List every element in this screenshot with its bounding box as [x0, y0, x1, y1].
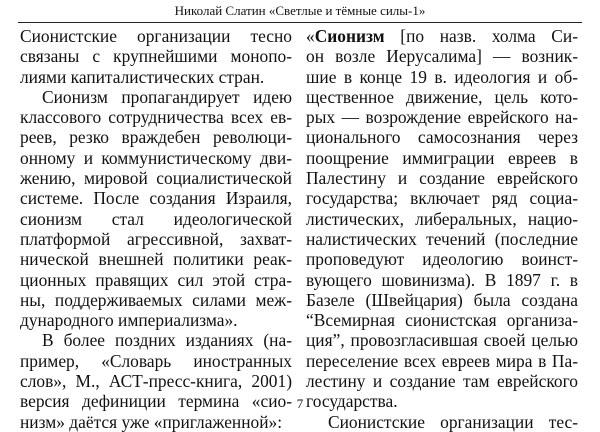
text-line: жению, мировой социалистической — [20, 168, 292, 189]
text-line: дународного империализма». — [20, 310, 238, 331]
text-line: поощрение иммиграции евреев в — [306, 147, 578, 168]
text-line: щественное движение, цель кото- — [306, 86, 578, 107]
text-line: сионизм стал идеологической — [20, 208, 292, 229]
text-line: слов», М., АСТ-пресс-книга, 2001) — [20, 371, 292, 392]
text-line: вующего шовинизма). В 1897 г. в — [306, 269, 578, 290]
text-line: “Всемирная сионистская организа- — [306, 310, 578, 331]
text-line: связаны с крупнейшими монопо- — [20, 46, 292, 67]
text-line: платформой агрессивной, захват- — [20, 228, 292, 249]
text-line: листических, либеральных, нацио- — [306, 208, 578, 229]
text-line: шие в конце 19 в. идеология и об- — [306, 66, 578, 87]
text-line: лиями капиталистических стран. — [20, 66, 265, 87]
running-header: Николай Слатин «Светлые и тёмные силы-1» — [174, 3, 426, 18]
text-line: государства. — [306, 391, 398, 412]
term-sionizm: Сионизм — [314, 26, 385, 46]
right-column — [306, 26, 578, 432]
text-line: В более поздних изданиях (на- — [42, 330, 292, 351]
text-line: Палестину и создание еврейского — [306, 168, 578, 189]
text-line: классового сотрудничества всех ев- — [20, 107, 292, 128]
text-line: государства; включает ряд социа- — [306, 188, 578, 209]
text-line: онному и коммунистическому дви- — [20, 147, 292, 168]
header-rule — [18, 22, 582, 23]
left-column — [20, 26, 292, 432]
text-line: лестину и создание там еврейского — [306, 371, 578, 392]
text-line: версия дефиниции термина «сио- — [20, 391, 292, 412]
text-line: ны, поддерживаемых силами меж- — [20, 289, 292, 310]
text-line: системе. После создания Израиля, — [20, 188, 292, 209]
text-line: ционального самосознания через — [306, 127, 578, 148]
text-line: «Сионизм [по назв. холма Си- — [306, 26, 578, 46]
text-line: рых — возрождение еврейского на- — [306, 107, 578, 128]
text-line: Сионизм пропагандирует идею — [42, 86, 292, 107]
text-line: реев, резко враждебен революци- — [20, 127, 292, 148]
text-line: ция”, провозгласившая своей целью — [306, 330, 578, 351]
text-line: низм» даётся уже «приглаженной»: — [20, 411, 283, 432]
text-line: переселение всех евреев мира в Па- — [306, 350, 578, 371]
text-line: пример, «Словарь иностранных — [20, 350, 292, 371]
text-line: он возле Иерусалима] — возник- — [306, 46, 578, 67]
text-line: Базеле (Швейцария) была создана — [306, 289, 578, 310]
text-line: Сионистские организации тесно — [20, 26, 292, 46]
text-line: проповедуют идеологию воинст- — [306, 249, 578, 270]
text-line: ционных правящих сил этой стра- — [20, 269, 292, 290]
text-line: налистических течений (последние — [306, 228, 578, 249]
text-line: нической внешней политики реак- — [20, 249, 292, 270]
text-line: Сионистские организации тес- — [328, 411, 578, 432]
page-number: 7 — [296, 396, 304, 411]
